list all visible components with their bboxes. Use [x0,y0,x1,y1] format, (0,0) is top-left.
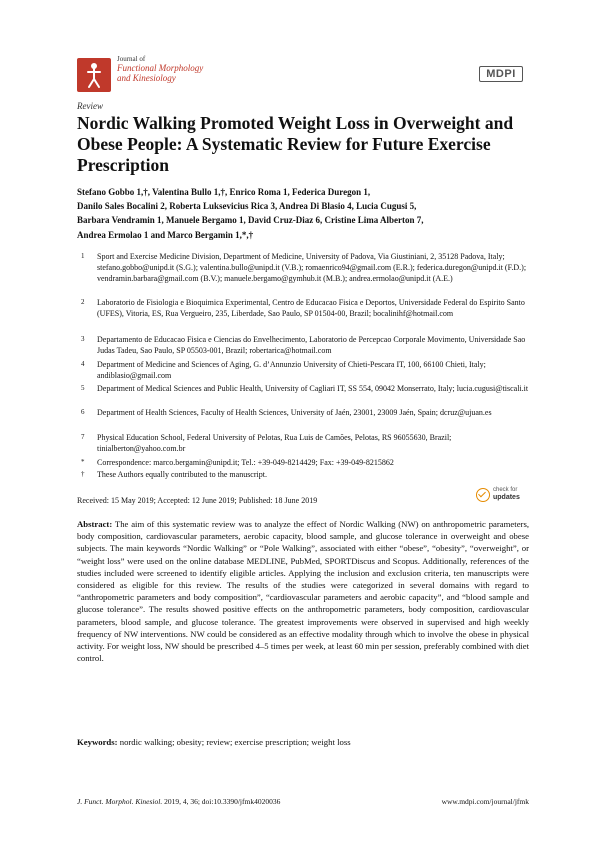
check-for-updates-button[interactable] [476,487,520,502]
journal-name [117,63,227,83]
article-title: Nordic Walking Promoted Weight Loss in Overweight and Obese People: A Systematic Review for Future Exercise Prescription [77,113,514,175]
affiliation [77,407,527,430]
author-line: Barbara Vendramin 1, Manuele Bergamo 1, David Cruz-Diaz 6, Cristine Lima Alberton 7, [77,215,424,226]
publication-dates: Received: 15 May 2019; Accepted: 12 June 2019; Published: 18 June 2019 [77,496,318,505]
affiliation-text: Physical Education School, Federal University of Pelotas, Rua Luis de Camões, Pelotas, RS 96055630, Brazil; tinialberton@yahoo.com.br [97,433,452,454]
affiliation-text: Department of Medicine and Sciences of Aging, G. d’Annunzio University of Chieti-Pescara IT, 100, 66100 Chieti, Italy; andiblasio@gmail.com [97,360,486,381]
author-line: Stefano Gobbo 1,†, Valentina Bullo 1,†, Enrico Roma 1, Federica Duregon 1, [77,187,371,197]
journal-name-line2: and Kinesiology [117,73,176,83]
affiliation [77,432,527,455]
keywords-text: nordic walking; obesity; review; exercise prescription; weight loss [119,737,351,747]
affiliation-number: 6 [81,408,85,416]
abstract-label: Abstract: [77,519,113,529]
publisher-name: MDPI [479,66,523,82]
author-line: Danilo Sales Bocalini 2, Roberta Luksevicius Rica 3, Andrea Di Blasio 4, Lucia Cugusi 5, [77,201,417,212]
article-type: Review [77,101,103,111]
affiliation-number: 7 [81,433,85,441]
affiliation-text: Correspondence: marco.bergamin@unipd.it; Tel.: +39-049-8214429; Fax: +39-049-8215862 [97,458,394,467]
journal-prefix: Journal of [117,55,146,63]
footer-citation [77,797,280,806]
footer-doi: 2019, 4, 36; doi:10.3390/jfmk4020036 [164,797,281,806]
footer-journal: J. Funct. Morphol. Kinesiol. [77,797,163,806]
affiliation-number: 3 [81,335,85,343]
equal-contribution-note [77,469,527,481]
affiliation-number: 1 [81,252,85,260]
check-icon [476,488,490,502]
correspondence [77,457,527,469]
affiliation-text: Department of Medical Sciences and Public Health, University of Cagliari IT, SS 554, 09042 Monserrato, Italy; lucia.cugusi@tiscali.it [97,384,529,393]
affiliation-text: Laboratorio de Fisiologia e Bioquimica Experimental, Centro de Educacao Fisica e Deportos, Universidade Federal do Espirito Santo (UFES), Vitoria, ES, Rua Vergueiro, 235, Liberdade, Sao Paulo, SP 01504-00, Brazil; bocalinihf@hotmail.com [97,298,525,319]
affiliation [77,297,527,332]
keywords [77,737,351,747]
affiliation-number: 5 [81,384,85,392]
affiliation [77,334,527,357]
affiliation [77,251,527,296]
affiliation-number: 4 [81,360,85,368]
author-line: Andrea Ermolao 1 and Marco Bergamin 1,*,† [77,229,254,240]
publisher-logo [479,66,523,82]
affiliation-text: These Authors equally contributed to the manuscript. [97,470,267,479]
check-line1: check for [493,487,518,493]
affiliation-text: Department of Health Sciences, Faculty of Health Sciences, University of Jaén, 23001, 23009 Jaén, Spain; dcruz@ujuan.es [97,408,492,417]
journal-name-line1: Functional Morphology [117,63,204,73]
journal-logo-icon [77,58,111,92]
affiliation [77,359,527,382]
affiliation [77,383,527,406]
journal-logo [77,58,111,92]
keywords-label: Keywords: [77,737,118,747]
abstract [77,518,529,664]
check-for-updates-label [493,487,520,502]
affiliation-text: Sport and Exercise Medicine Division, Department of Medicine, University of Padova, Via Giustiniani, 2, 35128 Padova, Italy; stefano.gobbo@unipd.it (S.G.); valentina.bullo@unipd.it (V.B.); romaenrico94@gmail.com (E.R.); federica.duregon@unipd.it (F.D.); vendramin.barbara@gmail.com (B.V.); manuele.bergamo@gymhub.it (M.B.); andrea.ermolao@unipd.it (A.E.) [97,252,527,284]
check-line2: updates [493,494,520,501]
affiliation-number: * [81,458,85,466]
affiliation-text: Departamento de Educacao Fisica e Ciencias do Envelhecimento, Laboratorio de Percepcao Corporale Movimento, Universidade Sao Judas Tadeu, Sao Paulo, SP 05503-001, Brazil; robertarica@hotmail.com [97,335,526,356]
affiliation-number: 2 [81,298,85,306]
author-list [77,185,527,242]
abstract-text: The aim of this systematic review was to analyze the effect of Nordic Walking (NW) on anthropometric parameters, body composition, cardiovascular parameters, aerobic capacity, blood sample, and glucose tolerance in overweight and obese subjects. The main keywords “Nordic Walking” or “Pole Walking”, associated with either “obese”, “obesity”, “overweight”, or “weight loss” were used on the online database MEDLINE, PubMed, SPORTDiscus and Scopus. Additionally, references of the studies included were screened to identify eligible articles. Applying the inclusion and exclusion criteria, ten manuscripts were considered as eligible for this review. The results of the studies were categorized in several domains with regard to “anthropometric parameters and body composition”, “cardiovascular parameters and aerobic capacity”, and “blood sample and glucose tolerance”. The results showed positive effects on the anthropometric parameters, body composition, cardiovascular parameters, blood sample, and glucose tolerance. The greatest improvements were observed in supervised and high weekly frequency of NW interventions. NW could be considered as an effective modality through which to involve the obese in physical activity. For weight loss, NW should be prescribed 4–5 times per week, at least 60 min per session, preferably combined with diet control. [77,519,529,664]
affiliation-number: † [81,470,85,478]
footer-url[interactable]: www.mdpi.com/journal/jfmk [441,797,529,806]
